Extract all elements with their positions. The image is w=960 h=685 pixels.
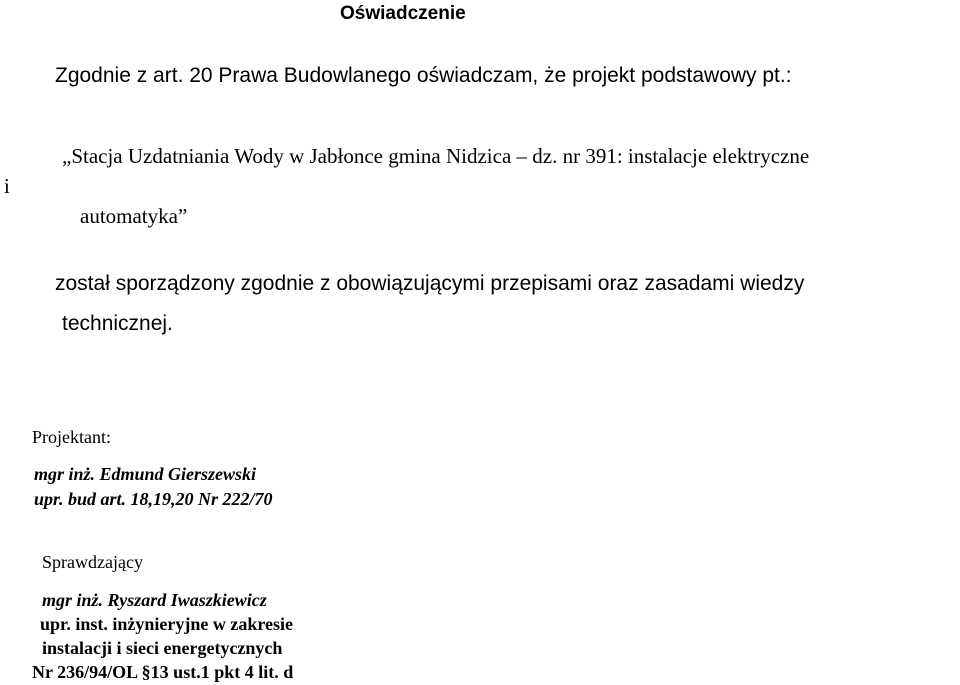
stray-character: i: [4, 174, 10, 198]
designer-name: mgr inż. Edmund Gierszewski: [34, 464, 257, 484]
compliance-statement-line-1: został sporządzony zgodnie z obowiązującymi przepisami oraz zasadami wiedzy: [55, 272, 805, 295]
intro-statement: Zgodnie z art. 20 Prawa Budowlanego oświadczam, że projekt podstawowy pt.:: [55, 64, 792, 87]
project-title-line-2: automatyka”: [80, 204, 188, 228]
checker-label: Sprawdzający: [42, 552, 143, 572]
checker-license-line-1: upr. inst. inżynieryjne w zakresie: [40, 614, 294, 634]
compliance-statement-line-2: technicznej.: [62, 312, 173, 335]
checker-license-number: Nr 236/94/OL §13 ust.1 pkt 4 lit. d: [32, 662, 294, 682]
project-title-line-1: „Stacja Uzdatniania Wody w Jabłonce gmina Nidzica – dz. nr 391: instalacje elektryczne: [62, 144, 810, 168]
document-title: Oświadczenie: [340, 3, 466, 24]
checker-name: mgr inż. Ryszard Iwaszkiewicz: [42, 590, 267, 610]
designer-license: upr. bud art. 18,19,20 Nr 222/70: [34, 489, 273, 509]
checker-license-line-2: instalacji i sieci energetycznych: [42, 638, 283, 658]
designer-label: Projektant:: [32, 427, 111, 447]
